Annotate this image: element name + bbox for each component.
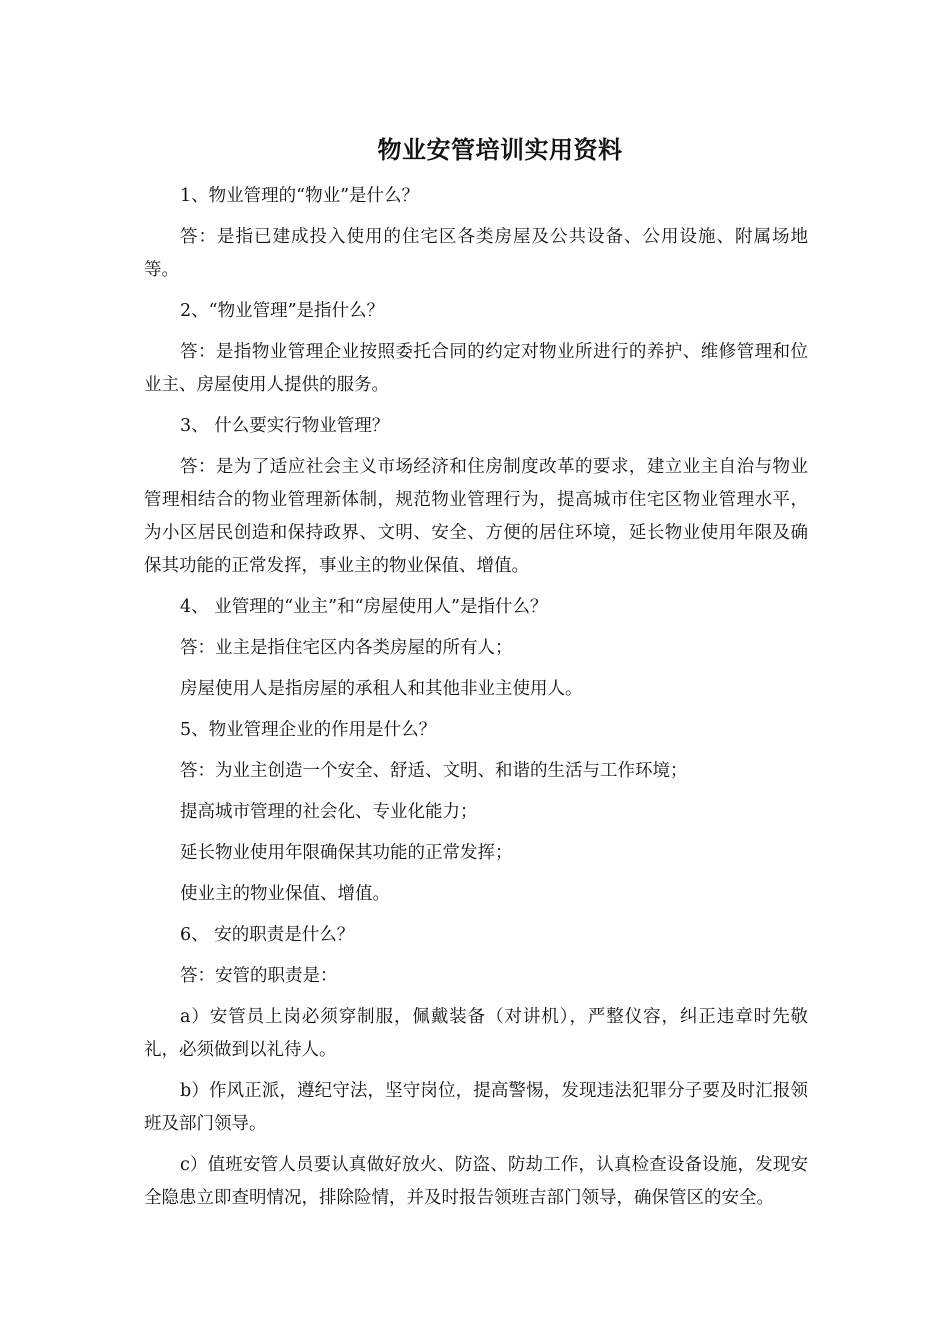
duty-item-c: c）值班安管人员要认真做好放火、防盗、防劫工作，认真检查设备设施，发现安全隐患立即查明情况，排除险情，并及时报告领班吉部门领导，确保管区的安全。 [144,1155,808,1208]
answer-5-line-4: 使业主的物业保值、增值。 [180,884,390,904]
question-2: 2、“物业管理”是指什么？ [180,301,385,321]
answer-5-line-3: 延长物业使用年限确保其功能的正常发挥； [180,843,513,863]
question-1: 1、物业管理的“物业”是什么？ [180,186,420,206]
answer-4-line-1: 答：业主是指住宅区内各类房屋的所有人； [180,638,513,658]
document-body [144,180,808,1223]
question-3: 3、 什么要实行物业管理？ [180,416,390,436]
question-4: 4、 业管理的“业主”和“房屋使用人”是指什么？ [180,597,548,617]
duty-item-b: b）作风正派，遵纪守法，坚守岗位，提高警惕，发现违法犯罪分子要及时汇报领班及部门领导。 [144,1081,808,1134]
answer-5-line-2: 提高城市管理的社会化、专业化能力； [180,802,478,822]
question-6: 6、 安的职责是什么？ [180,925,355,945]
question-5: 5、物业管理企业的作用是什么？ [180,720,437,740]
answer-5-line-1: 答：为业主创造一个安全、舒适、文明、和谐的生活与工作环境； [180,761,688,781]
answer-3: 答：是为了适应社会主义市场经济和住房制度改革的要求，建立业主自治与物业管理相结合的物业管理新体制，规范物业管理行为，提高城市住宅区物业管理水平，为小区居民创造和保持政界、文明、安全、方便的居住环境，延长物业使用年限及确保其功能的正常发挥，事业主的物业保值、增值。 [144,457,808,576]
document-title: 物业安管培训实用资料 [377,135,623,164]
answer-1: 答：是指已建成投入使用的住宅区各类房屋及公共设备、公用设施、附属场地等。 [144,227,808,280]
answer-4-line-2: 房屋使用人是指房屋的承租人和其他非业主使用人。 [180,679,583,699]
duty-item-a: a）安管员上岗必须穿制服，佩戴装备（对讲机），严整仪容，纠正违章时先敬礼，必须做到以礼待人。 [144,1007,808,1060]
answer-6-intro: 答：安管的职责是： [180,966,338,986]
answer-2: 答：是指物业管理企业按照委托合同的约定对物业所进行的养护、维修管理和位业主、房屋使用人提供的服务。 [144,342,808,395]
